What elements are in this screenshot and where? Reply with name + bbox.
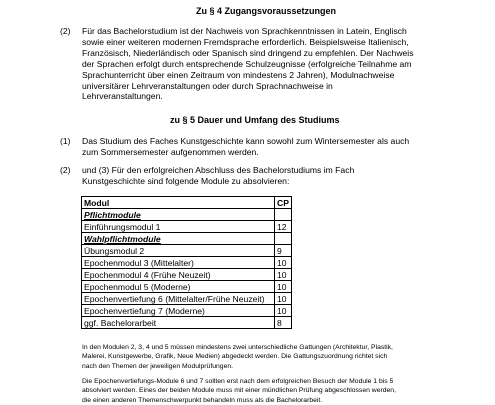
admission-paragraph (82, 26, 462, 102)
credit-points: 10 (275, 281, 292, 293)
table-row (82, 257, 292, 269)
module-name: Epochenmodul 4 (Frühe Neuzeit) (82, 269, 275, 281)
text-line: zum Sommersemester aufgenommen werden. (82, 146, 259, 157)
table-row (82, 209, 292, 221)
text-line: In den Modulen 2, 3, 4 und 5 müssen mindestens zwei unterschiedliche Gattungen (Architektur, Plastik, (82, 344, 393, 351)
module-category: Wahlpflichtmodule (82, 233, 275, 245)
credit-points: 10 (275, 293, 292, 305)
table-row (82, 305, 292, 317)
table-row (82, 317, 292, 329)
credit-points: 12 (275, 221, 292, 233)
credit-points: 10 (275, 257, 292, 269)
module-name: Übungsmodul 2 (82, 245, 275, 257)
table-row (82, 245, 292, 257)
credit-points: 8 (275, 317, 292, 329)
column-header-cp: CP (275, 197, 292, 209)
table-row (82, 281, 292, 293)
modules-table (81, 196, 292, 329)
credit-points: 10 (275, 269, 292, 281)
table-row (82, 293, 292, 305)
text-line: sowie einer weiteren modernen Fremdsprache erforderlich. Beispielsweise Italienisch, (82, 36, 409, 47)
text-line: Lehrveranstaltungen. (82, 91, 163, 102)
text-line: universitärer Lehrveranstaltungen oder durch Sprachnachweise in (82, 80, 333, 91)
text-line: der Sprachen erfolgt durch entsprechende Schulzeugnisse (erfolgreiche Teilnahme am (82, 58, 412, 69)
table-header-row (82, 197, 292, 209)
credit-points (275, 233, 292, 245)
credit-points (275, 209, 292, 221)
table-row (82, 269, 292, 281)
text-line: und (3) Für den erfolgreichen Abschluss des Bachelorstudiums im Fach (82, 165, 355, 175)
module-name: Einführungsmodul 1 (82, 221, 275, 233)
paragraph-number: (1) (60, 136, 71, 146)
text-line: Sprachunterricht über einen Zeitraum von mindestens 2 Jahren), Modulnachweise (82, 69, 395, 80)
epoch-note (82, 377, 396, 405)
text-line: Die Epochenvertiefungs-Module 6 und 7 sollten erst nach dem erfolgreichen Besuch der Module 1 bis 5 (82, 378, 394, 385)
credit-points: 10 (275, 305, 292, 317)
text-line: Für das Bachelorstudium ist der Nachweis von Sprachkenntnissen in Latein, Englisch (82, 26, 407, 36)
module-name: Epochenvertiefung 7 (Moderne) (82, 305, 275, 317)
text-line: Französisch, Niederländisch oder Spanisch sind dringend zu empfehlen. Der Nachweis (82, 47, 414, 58)
text-line: Malerei, Kunstgewerbe, Grafik, Neue Medien) abgedeckt werden. Die Gattungszuordnung richtet sich (82, 353, 388, 361)
table-row (82, 233, 292, 245)
module-category: Pflichtmodule (82, 209, 275, 221)
text-line: nach den Themen der jeweiligen Modulprüfungen. (82, 362, 234, 370)
paragraph-number: (2) (60, 26, 71, 36)
module-name: Epochenmodul 5 (Moderne) (82, 281, 275, 293)
module-name: Epochenmodul 3 (Mittelalter) (82, 257, 275, 269)
modules-intro-paragraph (82, 165, 462, 187)
text-line: Kunstgeschichte sind folgende Module zu absolvieren: (82, 175, 290, 186)
module-name: Epochenvertiefung 6 (Mittelalter/Frühe Neuzeit) (82, 293, 275, 305)
table-row (82, 221, 292, 233)
section-5-heading: zu § 5 Dauer und Umfang des Studiums (170, 115, 340, 125)
module-name: ggf. Bachelorarbeit (82, 317, 275, 329)
duration-paragraph (82, 136, 462, 158)
section-4-heading: Zu § 4 Zugangsvoraussetzungen (196, 6, 337, 16)
text-line: die einen anderen Themenschwerpunkt behandeln muss als die Bachelorarbeit. (82, 396, 323, 404)
text-line: absolviert werden. Eines der beiden Module muss mit einer mündlichen Prüfung abgeschlossen werden, (82, 387, 396, 395)
paragraph-number: (2) (60, 165, 71, 175)
text-line: Das Studium des Faches Kunstgeschichte kann sowohl zum Wintersemester als auch (82, 136, 410, 146)
column-header-modul: Modul (82, 197, 275, 209)
credit-points: 9 (275, 245, 292, 257)
genre-note (82, 343, 393, 371)
